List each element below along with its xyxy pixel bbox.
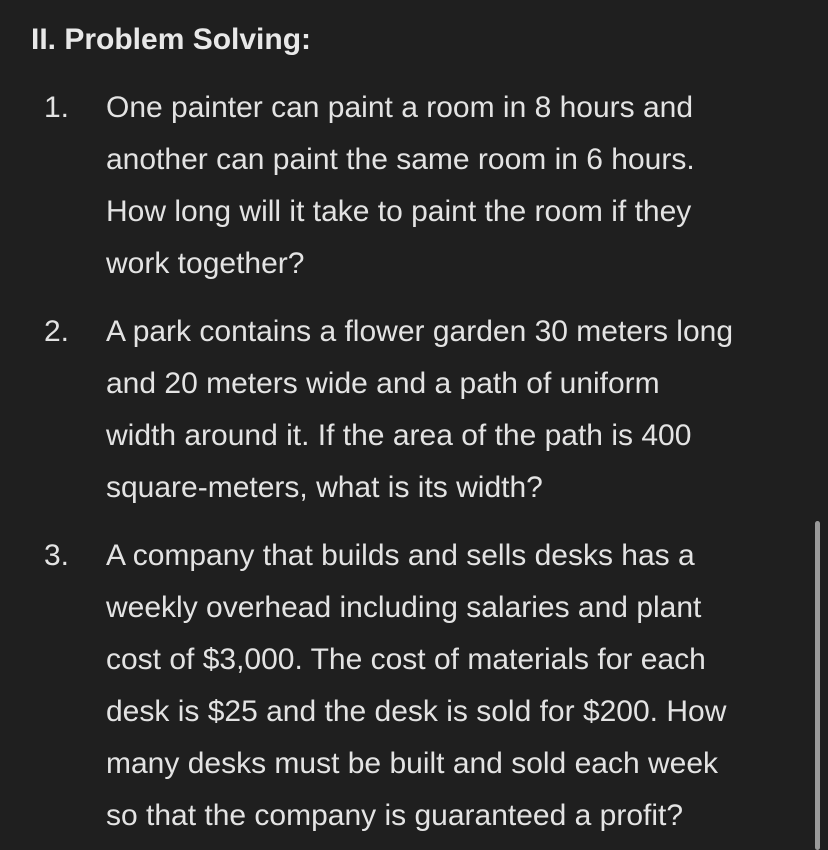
problem-text-line: many desks must be built and sold each week [106,747,718,780]
problem-text-line: another can paint the same room in 6 hours. [106,143,695,176]
scrollbar-thumb[interactable] [815,521,820,850]
problem-text-line: so that the company is guaranteed a profit? [106,799,684,832]
problem-number: 3. [44,539,70,572]
problem-text-line: weekly overhead including salaries and plant [106,591,702,624]
problem-text-line: A park contains a flower garden 30 meters long [106,315,734,348]
problem-text-line: How long will it take to paint the room if they [106,195,692,228]
problem-text [106,82,796,290]
problem-text-line: and 20 meters wide and a path of uniform [106,367,660,400]
scrollbar[interactable] [812,0,828,850]
problem-text-line: square-meters, what is its width? [106,471,543,504]
problem-number: 1. [44,91,70,124]
problem-text [106,306,796,514]
problem-text-line: width around it. If the area of the path is 400 [106,419,692,452]
problem-text [106,530,796,842]
problem-text-line: desk is $25 and the desk is sold for $200. How [106,695,727,728]
problem-number: 2. [44,315,70,348]
section-heading: II. Problem Solving: [31,23,312,56]
problem-text-line: A company that builds and sells desks has a [106,539,695,572]
problem-text-line: One painter can paint a room in 8 hours and [106,91,694,124]
problem-text-line: cost of $3,000. The cost of materials for each [106,643,706,676]
problem-text-line: work together? [106,247,305,280]
